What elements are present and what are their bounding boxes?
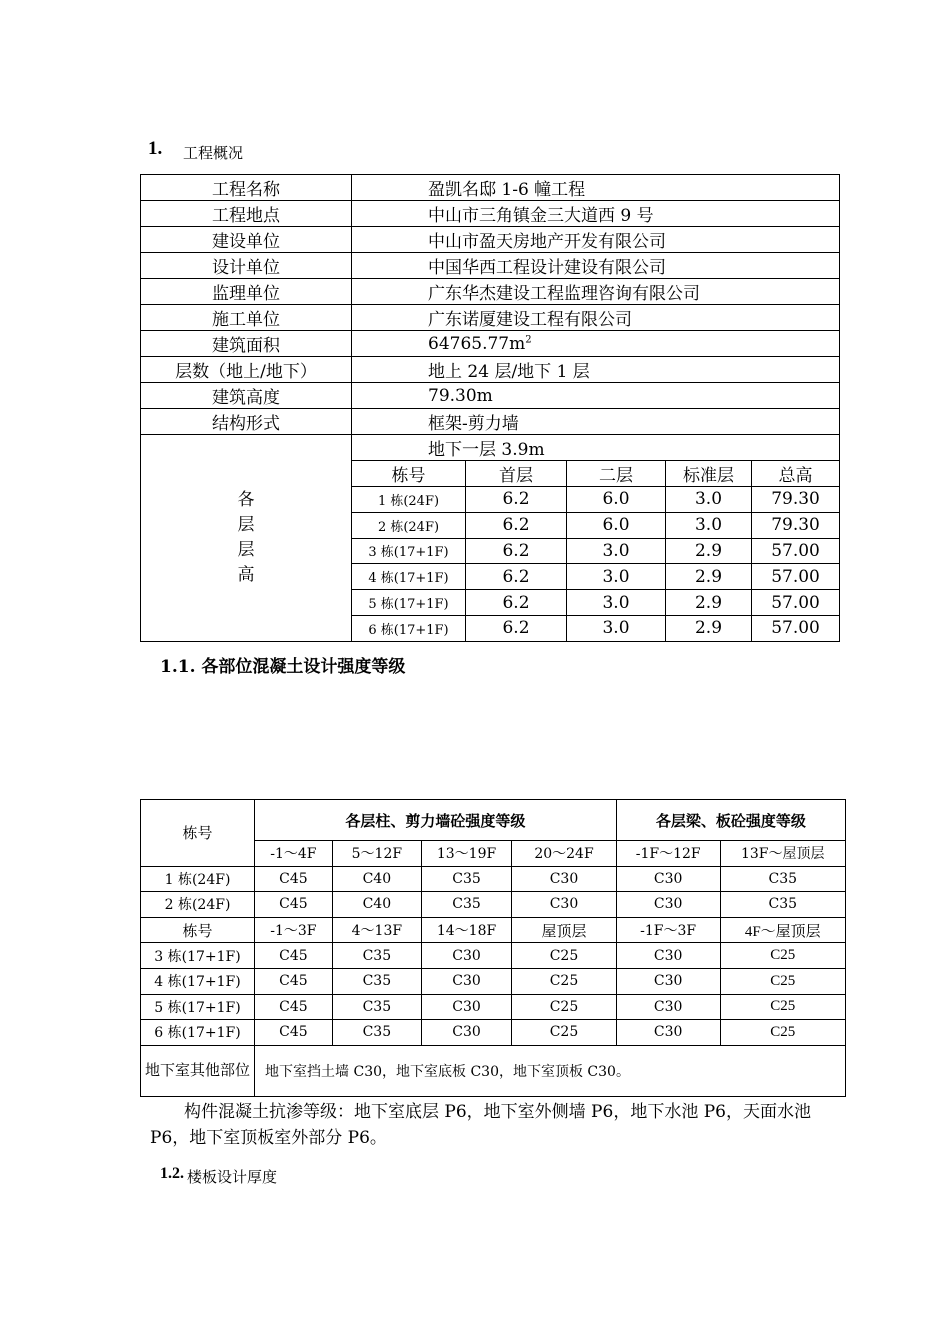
- overview-value-text: 框架-剪力墙: [428, 414, 519, 434]
- floor-height-cell: 6.2: [466, 512, 567, 538]
- floor-heights-label-char: 层: [237, 539, 255, 560]
- table-row: [141, 253, 840, 279]
- overview-value: [352, 175, 840, 201]
- table-row: [141, 227, 840, 253]
- concrete-grade-cell: 4 栋(17+1F): [141, 968, 255, 994]
- overview-value: [352, 201, 840, 227]
- floor-height-cell: 2.9: [666, 564, 752, 590]
- floor-range-header: 4～13F: [332, 917, 421, 943]
- table-row: [141, 175, 840, 201]
- floor-height-cell: 2 栋(24F): [352, 512, 466, 538]
- concrete-grade-cell: C35: [720, 866, 846, 892]
- basement-other-note: 地下室挡土墙 C30，地下室底板 C30，地下室顶板 C30。: [255, 1045, 846, 1096]
- floor-height-cell: 79.30: [752, 487, 840, 513]
- overview-label: 层数（地上/地下）: [141, 357, 352, 383]
- overview-value: [352, 279, 840, 305]
- floor-height-cell: 79.30: [752, 512, 840, 538]
- overview-value-text: 广东华杰建设工程监理咨询有限公司: [428, 284, 700, 304]
- overview-label: 设计单位: [141, 253, 352, 279]
- table-row: [141, 383, 840, 409]
- group-header-beams: 各层梁、板砼强度等级: [616, 800, 845, 841]
- overview-value: [352, 253, 840, 279]
- floor-height-cell: 57.00: [752, 615, 840, 641]
- floor-heights-label: [141, 435, 352, 642]
- floor-heights-header: 首层: [466, 461, 567, 487]
- concrete-grade-cell: C25: [720, 1020, 846, 1046]
- table-row: [141, 994, 846, 1020]
- floor-heights-header: 总高: [752, 461, 840, 487]
- concrete-grade-cell: C30: [512, 892, 617, 918]
- concrete-grade-cell: C25: [512, 968, 617, 994]
- concrete-grade-cell: C25: [720, 994, 846, 1020]
- floor-heights-label-char: 高: [237, 564, 255, 585]
- overview-value-text: 79.30m: [428, 385, 493, 406]
- floor-height-cell: 2.9: [666, 538, 752, 564]
- overview-value: [352, 305, 840, 331]
- floor-range-header: -1F～3F: [616, 917, 720, 943]
- floor-height-cell: 57.00: [752, 590, 840, 616]
- floor-range-header: -1F～12F: [616, 841, 720, 867]
- floor-height-cell: 6.0: [567, 512, 666, 538]
- floor-range-header: 13～19F: [421, 841, 511, 867]
- floor-height-cell: 6.2: [466, 487, 567, 513]
- overview-value: [352, 227, 840, 253]
- table-row: [141, 892, 846, 918]
- section-title: 工程概况: [183, 144, 244, 162]
- floor-height-cell: 57.00: [752, 564, 840, 590]
- floor-height-cell: 57.00: [752, 538, 840, 564]
- concrete-grade-cell: C30: [616, 1020, 720, 1046]
- concrete-grade-cell: 1 栋(24F): [141, 866, 255, 892]
- floor-heights-header: 二层: [567, 461, 666, 487]
- floor-height-cell: 6.2: [466, 564, 567, 590]
- concrete-grade-cell: C35: [332, 994, 421, 1020]
- overview-label: 监理单位: [141, 279, 352, 305]
- overview-label: 结构形式: [141, 409, 352, 435]
- concrete-grade-cell: C35: [421, 892, 511, 918]
- floor-range-header: 14～18F: [421, 917, 511, 943]
- overview-label: 工程名称: [141, 175, 352, 201]
- concrete-grade-cell: C30: [421, 1020, 511, 1046]
- floor-range-header: 20～24F: [512, 841, 617, 867]
- concrete-grade-cell: C45: [255, 866, 333, 892]
- subsection-number-slab: 1.2.: [160, 1165, 184, 1182]
- overview-value: [352, 383, 840, 409]
- overview-label: 建筑高度: [141, 383, 352, 409]
- table-row: [141, 1020, 846, 1046]
- table-row: [141, 357, 840, 383]
- overview-value-text: 地上 24 层/地下 1 层: [428, 362, 590, 382]
- overview-value-text: 中山市三角镇金三大道西 9 号: [428, 206, 654, 226]
- floor-heights-header: 标准层: [666, 461, 752, 487]
- concrete-grade-cell: C35: [332, 968, 421, 994]
- subsection-title-slab: 楼板设计厚度: [187, 1168, 278, 1186]
- floor-height-cell: 5 栋(17+1F): [352, 590, 466, 616]
- overview-label: 施工单位: [141, 305, 352, 331]
- table-row: [141, 968, 846, 994]
- building-header: 栋号: [141, 800, 255, 867]
- table-row: [141, 943, 846, 969]
- table-row: [141, 866, 846, 892]
- floor-height-cell: 2.9: [666, 615, 752, 641]
- table-row: [141, 201, 840, 227]
- section-number: 1.: [148, 138, 163, 159]
- overview-value-text: 广东诺厦建设工程有限公司: [428, 310, 632, 330]
- concrete-grade-cell: C45: [255, 892, 333, 918]
- table-row: [141, 331, 840, 357]
- concrete-grade-cell: C40: [332, 866, 421, 892]
- concrete-grade-cell: 5 栋(17+1F): [141, 994, 255, 1020]
- floor-height-cell: 6 栋(17+1F): [352, 615, 466, 641]
- floor-heights-header: 栋号: [352, 461, 466, 487]
- overview-value: [352, 357, 840, 383]
- floor-height-cell: 6.2: [466, 615, 567, 641]
- superscript: 2: [525, 333, 532, 345]
- overview-value: [352, 331, 840, 357]
- floor-range-header: 屋顶层: [512, 917, 617, 943]
- basement-height: 地下一层 3.9m: [352, 435, 840, 461]
- floor-range-header: 栋号: [141, 917, 255, 943]
- concrete-grade-cell: C25: [512, 994, 617, 1020]
- concrete-grade-cell: C25: [512, 1020, 617, 1046]
- floor-height-cell: 3.0: [567, 615, 666, 641]
- group-header-columns: 各层柱、剪力墙砼强度等级: [255, 800, 617, 841]
- concrete-grade-cell: C35: [421, 866, 511, 892]
- floor-range-header: -1～3F: [255, 917, 333, 943]
- concrete-grade-cell: C25: [720, 943, 846, 969]
- concrete-grade-cell: C45: [255, 994, 333, 1020]
- floor-height-cell: 3.0: [666, 512, 752, 538]
- concrete-grade-cell: 3 栋(17+1F): [141, 943, 255, 969]
- overview-label: 建设单位: [141, 227, 352, 253]
- concrete-grade-cell: C25: [512, 943, 617, 969]
- floor-height-cell: 6.2: [466, 590, 567, 616]
- concrete-grade-cell: C30: [421, 994, 511, 1020]
- floor-height-cell: 3.0: [567, 538, 666, 564]
- subsection-title-concrete: 1.1. 各部位混凝土设计强度等级: [160, 657, 406, 677]
- concrete-grade-cell: C30: [616, 943, 720, 969]
- floor-height-cell: 1 栋(24F): [352, 487, 466, 513]
- floor-height-cell: 3.0: [567, 590, 666, 616]
- concrete-grade-cell: C35: [332, 943, 421, 969]
- floor-range-header: 5～12F: [332, 841, 421, 867]
- floor-height-cell: 3 栋(17+1F): [352, 538, 466, 564]
- table-row: [141, 409, 840, 435]
- concrete-grade-cell: C25: [720, 968, 846, 994]
- project-overview-table: [140, 174, 840, 642]
- concrete-grade-cell: C35: [332, 1020, 421, 1046]
- impermeability-paragraph: 构件混凝土抗渗等级：地下室底层 P6，地下室外侧墙 P6，地下水池 P6，天面水池 P6，地下室顶板室外部分 P6。: [150, 1102, 811, 1148]
- overview-value-text: 盈凯名邸 1-6 幢工程: [428, 180, 586, 200]
- concrete-grade-cell: C40: [332, 892, 421, 918]
- concrete-grade-cell: C35: [720, 892, 846, 918]
- concrete-grade-cell: C30: [616, 994, 720, 1020]
- concrete-grade-cell: 2 栋(24F): [141, 892, 255, 918]
- concrete-grade-cell: C30: [616, 866, 720, 892]
- floor-range-header: -1～4F: [255, 841, 333, 867]
- overview-value-text: 中山市盈天房地产开发有限公司: [428, 232, 666, 252]
- overview-value-text: 64765.77m: [428, 333, 526, 354]
- overview-value-text: 中国华西工程设计建设有限公司: [428, 258, 666, 278]
- floor-height-cell: 4 栋(17+1F): [352, 564, 466, 590]
- floor-range-header: 13F～屋顶层: [720, 841, 846, 867]
- concrete-grade-cell: C30: [512, 866, 617, 892]
- concrete-grade-cell: C30: [421, 968, 511, 994]
- concrete-grade-cell: C45: [255, 943, 333, 969]
- floor-height-cell: 3.0: [567, 564, 666, 590]
- concrete-grade-cell: C45: [255, 1020, 333, 1046]
- concrete-strength-table: [140, 799, 846, 1097]
- floor-height-cell: 3.0: [666, 487, 752, 513]
- floor-height-cell: 6.0: [567, 487, 666, 513]
- concrete-grade-cell: C30: [616, 968, 720, 994]
- floor-height-cell: 2.9: [666, 590, 752, 616]
- floor-heights-label-char: 各: [237, 489, 255, 510]
- basement-other-label: 地下室其他部位: [141, 1045, 255, 1096]
- concrete-grade-cell: C30: [421, 943, 511, 969]
- floor-height-cell: 6.2: [466, 538, 567, 564]
- overview-label: 工程地点: [141, 201, 352, 227]
- floor-range-header: 4F～屋顶层: [720, 917, 846, 943]
- floor-heights-label-char: 层: [237, 514, 255, 535]
- concrete-grade-cell: C45: [255, 968, 333, 994]
- concrete-grade-cell: C30: [616, 892, 720, 918]
- table-row: [141, 279, 840, 305]
- table-row: [141, 305, 840, 331]
- concrete-grade-cell: 6 栋(17+1F): [141, 1020, 255, 1046]
- overview-label: 建筑面积: [141, 331, 352, 357]
- overview-value: [352, 409, 840, 435]
